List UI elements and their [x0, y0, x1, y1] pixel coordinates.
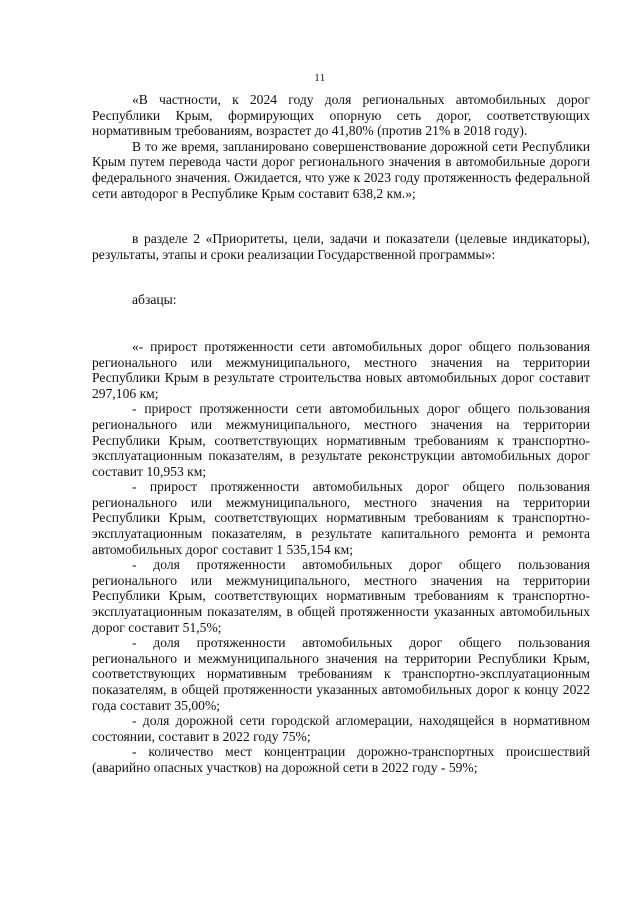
list-item-new-construction: «- прирост протяженности сети автомобильных дорог общего пользования регионального или межмуниципального, местного значения на территории Республики Крым в результате строительства новых автомобильных дорог составит 297,106 км; — [92, 338, 590, 401]
list-item-accident-spots: - количество мест концентрации дорожно-транспортных происшествий (аварийно опасных участков) на дорожной сети в 2022 году - 59%; — [92, 744, 590, 775]
paragraph-federal-network: В то же время, запланировано совершенствование дорожной сети Республики Крым путем перевода части дорог регионального значения в автомобильные дороги федерального значения. Ожидается, что уже к 2023 году протяженность федеральной сети автодорог в Республике Крым составит 638,2 км.»; — [92, 138, 590, 201]
paragraph-section-2-heading: в разделе 2 «Приоритеты, цели, задачи и показатели (целевые индикаторы), результаты, этапы и сроки реализации Государственной программы»: — [92, 231, 590, 262]
paragraph-share-regional-roads: «В частности, к 2024 году доля региональных автомобильных дорог Республики Крым, формирующих опорную сеть дорог, соответствующих нормативным требованиям, возрастет до 41,80% (против 21% в 2018 году). — [92, 92, 590, 139]
list-item-share-regional-local: - доля протяженности автомобильных дорог общего пользования регионального или межмуниципального, местного значения на территории Республики Крым, соответствующих нормативным требованиям к транспортно-эксплуатационным показателям, в общей протяженности указанных автомобильных дорог составит 51,5%; — [92, 557, 590, 635]
list-item-urban-agglomeration: - доля дорожной сети городской агломерации, находящейся в нормативном состоянии, составит в 2022 году 75%; — [92, 713, 590, 744]
document-body — [92, 92, 590, 776]
list-item-capital-repair: - прирост протяженности автомобильных дорог общего пользования регионального или межмуниципального, местного значения на территории Республики Крым, соответствующих нормативным требованиям к транспортно-эксплуатационным показателям, в результате капитального ремонта и ремонта автомобильных дорог составит 1 535,154 км; — [92, 479, 590, 557]
page-number: 11 — [314, 72, 326, 84]
list-item-reconstruction: - прирост протяженности сети автомобильных дорог общего пользования регионального или межмуниципального, местного значения на территории Республики Крым, соответствующих нормативным требованиям к транспортно-эксплуатационным показателям, в результате реконструкции автомобильных дорог составит 10,953 км; — [92, 401, 590, 479]
paragraph-abzatsy: абзацы: — [132, 292, 177, 308]
list-item-share-regional-intermunicipal: - доля протяженности автомобильных дорог общего пользования регионального и межмуниципального значения на территории Республики Крым, соответствующих нормативным требованиям к транспортно-эксплуатационным показателям, в общей протяженности указанных автомобильных дорог к концу 2022 года составит 35,00%; — [92, 635, 590, 713]
